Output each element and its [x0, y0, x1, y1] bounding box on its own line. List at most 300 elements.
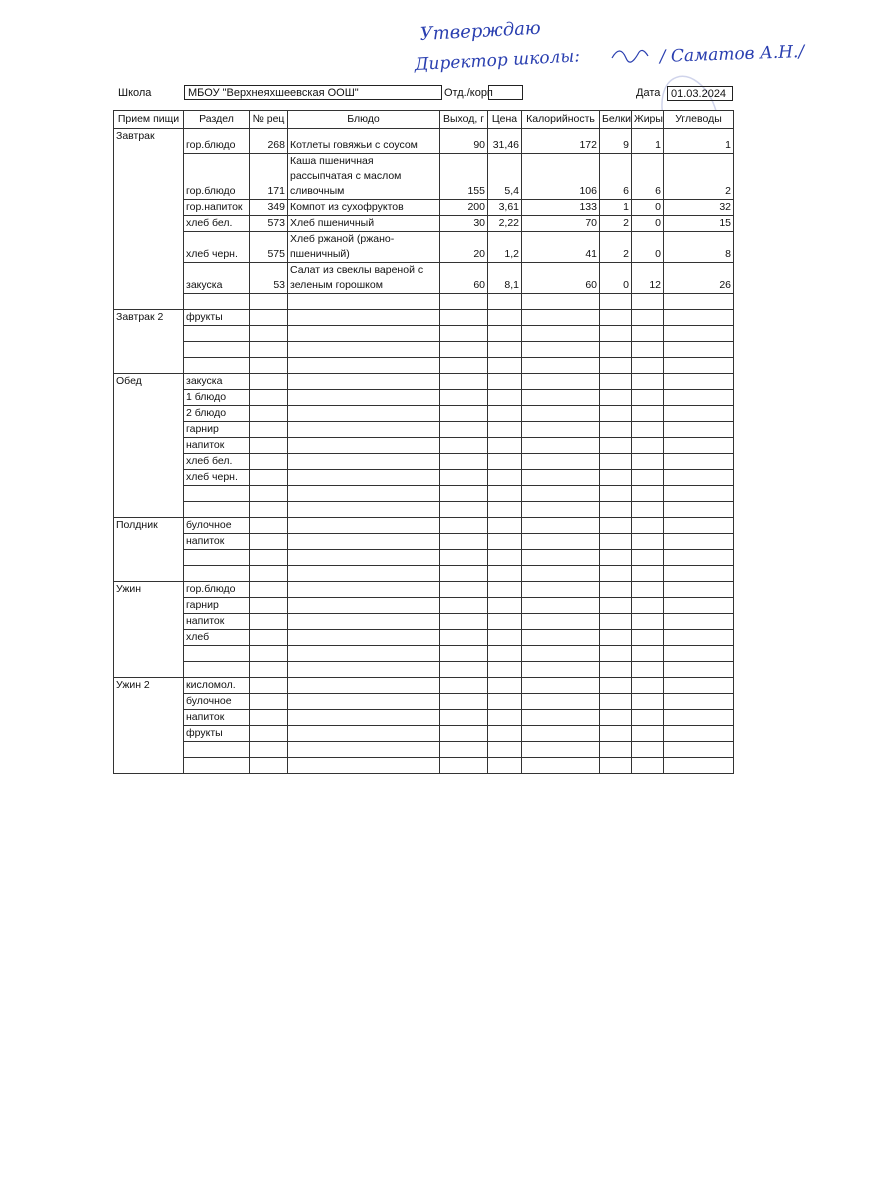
table-cell	[600, 598, 632, 614]
table-cell	[522, 486, 600, 502]
table-cell	[488, 470, 522, 486]
table-cell	[488, 598, 522, 614]
table-cell	[488, 454, 522, 470]
table-cell	[440, 326, 488, 342]
table-cell	[522, 726, 600, 742]
table-cell	[288, 710, 440, 726]
table-row	[114, 232, 734, 263]
table-cell	[250, 678, 288, 694]
table-cell	[632, 550, 664, 566]
table-cell	[488, 422, 522, 438]
table-cell	[632, 358, 664, 374]
table-cell	[184, 486, 250, 502]
table-cell	[600, 470, 632, 486]
table-cell	[600, 454, 632, 470]
table-cell: 20	[440, 232, 488, 263]
table-cell	[250, 310, 288, 326]
table-cell	[632, 310, 664, 326]
table-cell	[288, 614, 440, 630]
meal-name: Завтрак	[114, 129, 184, 310]
table-cell	[440, 726, 488, 742]
table-cell	[632, 294, 664, 310]
table-cell: напиток	[184, 534, 250, 550]
approval-line3: / Саматов А.Н./	[659, 41, 805, 67]
table-cell	[522, 438, 600, 454]
table-cell	[250, 518, 288, 534]
table-row	[114, 742, 734, 758]
table-cell	[250, 614, 288, 630]
table-cell: булочное	[184, 518, 250, 534]
table-cell	[600, 646, 632, 662]
table-cell	[440, 518, 488, 534]
table-row	[114, 342, 734, 358]
table-row	[114, 294, 734, 310]
table-cell	[664, 566, 734, 582]
table-cell: закуска	[184, 263, 250, 294]
table-cell	[488, 294, 522, 310]
table-row	[114, 582, 734, 598]
table-cell	[488, 358, 522, 374]
table-cell: гарнир	[184, 598, 250, 614]
table-cell	[250, 502, 288, 518]
table-cell	[440, 502, 488, 518]
meal-name: Ужин 2	[114, 678, 184, 774]
table-cell	[288, 646, 440, 662]
table-row	[114, 154, 734, 200]
table-cell: кисломол.	[184, 678, 250, 694]
table-cell: 1	[632, 129, 664, 154]
table-cell	[632, 566, 664, 582]
table-cell	[600, 390, 632, 406]
table-cell	[600, 438, 632, 454]
table-cell	[632, 630, 664, 646]
table-cell	[288, 310, 440, 326]
table-row	[114, 358, 734, 374]
signature-scribble	[612, 50, 648, 62]
table-cell	[440, 630, 488, 646]
table-cell	[184, 550, 250, 566]
table-row	[114, 726, 734, 742]
table-cell	[600, 422, 632, 438]
table-cell: 0	[632, 232, 664, 263]
table-cell	[488, 678, 522, 694]
table-cell	[440, 294, 488, 310]
table-cell: Хлеб пшеничный	[288, 216, 440, 232]
table-row	[114, 454, 734, 470]
table-cell	[664, 374, 734, 390]
column-header: Калорийность	[522, 111, 600, 129]
table-cell	[488, 582, 522, 598]
table-cell	[250, 534, 288, 550]
table-cell	[522, 678, 600, 694]
table-cell	[250, 662, 288, 678]
table-cell	[522, 310, 600, 326]
table-cell	[288, 582, 440, 598]
table-cell	[488, 710, 522, 726]
table-cell: 9	[600, 129, 632, 154]
table-cell: 26	[664, 263, 734, 294]
table-cell	[522, 742, 600, 758]
table-cell	[440, 310, 488, 326]
table-cell	[440, 470, 488, 486]
table-cell	[288, 470, 440, 486]
table-cell	[184, 358, 250, 374]
table-cell	[288, 342, 440, 358]
table-cell	[184, 646, 250, 662]
table-cell	[440, 662, 488, 678]
table-row	[114, 646, 734, 662]
table-cell: 106	[522, 154, 600, 200]
table-cell	[664, 678, 734, 694]
table-cell: Компот из сухофруктов	[288, 200, 440, 216]
table-cell: 6	[600, 154, 632, 200]
table-cell	[632, 758, 664, 774]
table-cell	[600, 742, 632, 758]
table-cell	[250, 342, 288, 358]
table-cell	[522, 454, 600, 470]
table-cell: фрукты	[184, 310, 250, 326]
table-cell: гор.напиток	[184, 200, 250, 216]
table-cell	[632, 438, 664, 454]
table-cell: 2	[600, 216, 632, 232]
table-cell	[600, 486, 632, 502]
table-cell	[488, 742, 522, 758]
table-cell	[288, 326, 440, 342]
table-cell	[184, 662, 250, 678]
table-cell	[288, 454, 440, 470]
table-cell	[440, 614, 488, 630]
table-cell	[632, 582, 664, 598]
table-cell	[522, 710, 600, 726]
table-cell: фрукты	[184, 726, 250, 742]
table-row	[114, 502, 734, 518]
table-cell	[288, 422, 440, 438]
column-header: Цена	[488, 111, 522, 129]
table-cell: 2	[600, 232, 632, 263]
table-row	[114, 486, 734, 502]
table-row	[114, 216, 734, 232]
table-cell	[250, 470, 288, 486]
table-cell	[250, 358, 288, 374]
table-cell	[250, 742, 288, 758]
table-cell	[522, 758, 600, 774]
table-cell	[250, 630, 288, 646]
table-cell	[184, 742, 250, 758]
table-row	[114, 534, 734, 550]
table-cell	[632, 662, 664, 678]
table-cell	[184, 342, 250, 358]
table-cell	[440, 678, 488, 694]
table-row	[114, 614, 734, 630]
column-header: Белки	[600, 111, 632, 129]
table-cell	[600, 678, 632, 694]
table-row	[114, 310, 734, 326]
table-cell: гор.блюдо	[184, 154, 250, 200]
table-cell	[488, 726, 522, 742]
column-header: Раздел	[184, 111, 250, 129]
table-cell	[522, 326, 600, 342]
table-cell	[250, 550, 288, 566]
table-cell	[250, 646, 288, 662]
table-cell: гор.блюдо	[184, 129, 250, 154]
table-cell	[440, 582, 488, 598]
table-cell: 1,2	[488, 232, 522, 263]
table-cell	[440, 390, 488, 406]
table-cell	[600, 374, 632, 390]
table-cell	[600, 294, 632, 310]
table-cell: 1 блюдо	[184, 390, 250, 406]
table-row	[114, 263, 734, 294]
table-cell	[664, 742, 734, 758]
table-cell	[632, 710, 664, 726]
table-row	[114, 518, 734, 534]
table-cell	[632, 646, 664, 662]
table-cell	[288, 742, 440, 758]
table-cell	[488, 374, 522, 390]
table-cell: 12	[632, 263, 664, 294]
table-cell	[440, 758, 488, 774]
table-cell	[664, 470, 734, 486]
table-cell	[488, 662, 522, 678]
table-cell	[522, 614, 600, 630]
table-header-row	[114, 111, 734, 129]
table-cell: булочное	[184, 694, 250, 710]
school-label: Школа	[118, 87, 152, 99]
table-cell: 200	[440, 200, 488, 216]
table-cell	[664, 582, 734, 598]
table-row	[114, 326, 734, 342]
table-cell	[664, 646, 734, 662]
table-cell	[488, 406, 522, 422]
table-cell	[250, 406, 288, 422]
table-cell	[664, 326, 734, 342]
table-cell	[288, 502, 440, 518]
table-cell	[522, 598, 600, 614]
table-cell: 2 блюдо	[184, 406, 250, 422]
table-row	[114, 129, 734, 154]
table-cell	[288, 598, 440, 614]
table-cell	[600, 758, 632, 774]
table-cell	[664, 630, 734, 646]
table-cell: 2	[664, 154, 734, 200]
table-cell: 60	[522, 263, 600, 294]
table-cell	[488, 550, 522, 566]
table-cell	[288, 374, 440, 390]
table-row	[114, 200, 734, 216]
table-cell	[664, 550, 734, 566]
table-cell	[632, 742, 664, 758]
table-cell	[250, 486, 288, 502]
table-row	[114, 758, 734, 774]
table-cell	[288, 390, 440, 406]
table-cell: 5,4	[488, 154, 522, 200]
table-cell	[522, 646, 600, 662]
table-cell	[632, 342, 664, 358]
date-field: 01.03.2024	[667, 86, 733, 101]
table-cell	[288, 518, 440, 534]
table-cell	[250, 694, 288, 710]
table-cell	[250, 598, 288, 614]
table-cell	[600, 342, 632, 358]
table-cell: 155	[440, 154, 488, 200]
table-cell: 1	[600, 200, 632, 216]
table-cell	[664, 310, 734, 326]
table-cell	[522, 694, 600, 710]
table-cell	[488, 390, 522, 406]
table-cell	[522, 390, 600, 406]
table-cell	[632, 422, 664, 438]
table-cell	[250, 326, 288, 342]
table-cell	[600, 358, 632, 374]
table-cell	[600, 710, 632, 726]
table-cell: 0	[632, 200, 664, 216]
table-cell	[488, 502, 522, 518]
table-cell: гарнир	[184, 422, 250, 438]
column-header: Блюдо	[288, 111, 440, 129]
table-row	[114, 550, 734, 566]
table-cell	[664, 406, 734, 422]
table-cell	[440, 406, 488, 422]
table-cell: хлеб бел.	[184, 454, 250, 470]
table-cell: гор.блюдо	[184, 582, 250, 598]
table-cell	[664, 342, 734, 358]
column-header: № рец	[250, 111, 288, 129]
table-cell	[664, 518, 734, 534]
table-row	[114, 694, 734, 710]
table-cell	[632, 518, 664, 534]
table-cell	[288, 534, 440, 550]
table-cell	[288, 358, 440, 374]
table-row	[114, 662, 734, 678]
table-cell: Салат из свеклы вареной с зеленым горошком	[288, 263, 440, 294]
table-cell	[488, 646, 522, 662]
table-cell: 53	[250, 263, 288, 294]
table-cell	[600, 518, 632, 534]
table-cell	[632, 326, 664, 342]
table-cell	[522, 406, 600, 422]
table-cell	[440, 566, 488, 582]
table-cell	[632, 614, 664, 630]
table-cell	[632, 726, 664, 742]
table-cell	[632, 694, 664, 710]
table-cell	[488, 438, 522, 454]
table-cell	[600, 630, 632, 646]
column-header: Жиры	[632, 111, 664, 129]
table-cell	[440, 342, 488, 358]
table-cell: 70	[522, 216, 600, 232]
table-cell: закуска	[184, 374, 250, 390]
table-cell	[522, 502, 600, 518]
table-cell: 8	[664, 232, 734, 263]
table-cell: 8,1	[488, 263, 522, 294]
table-cell	[250, 438, 288, 454]
table-cell	[440, 646, 488, 662]
table-cell: 15	[664, 216, 734, 232]
table-cell	[600, 406, 632, 422]
date-label: Дата	[636, 87, 661, 99]
table-cell	[440, 598, 488, 614]
table-cell	[664, 726, 734, 742]
table-cell: хлеб черн.	[184, 470, 250, 486]
table-cell	[440, 454, 488, 470]
table-cell	[522, 534, 600, 550]
table-cell	[488, 518, 522, 534]
meal-name: Завтрак 2	[114, 310, 184, 374]
table-row	[114, 678, 734, 694]
table-cell	[600, 502, 632, 518]
table-cell	[522, 422, 600, 438]
table-cell: хлеб	[184, 630, 250, 646]
table-cell	[632, 390, 664, 406]
table-cell	[250, 582, 288, 598]
table-cell: 573	[250, 216, 288, 232]
table-cell	[288, 662, 440, 678]
table-cell: 60	[440, 263, 488, 294]
table-cell	[664, 614, 734, 630]
meal-name: Полдник	[114, 518, 184, 582]
table-cell: 172	[522, 129, 600, 154]
table-cell: 133	[522, 200, 600, 216]
table-cell	[440, 358, 488, 374]
table-cell	[600, 614, 632, 630]
table-cell	[522, 662, 600, 678]
table-cell	[664, 454, 734, 470]
table-cell	[664, 390, 734, 406]
table-cell	[522, 470, 600, 486]
table-cell: Каша пшеничная рассыпчатая с маслом сливочным	[288, 154, 440, 200]
table-cell	[250, 294, 288, 310]
table-cell	[522, 294, 600, 310]
table-row	[114, 710, 734, 726]
table-cell	[184, 566, 250, 582]
table-cell	[440, 550, 488, 566]
table-cell	[664, 486, 734, 502]
column-header: Прием пищи	[114, 111, 184, 129]
table-cell: 32	[664, 200, 734, 216]
table-cell: 171	[250, 154, 288, 200]
table-cell	[250, 422, 288, 438]
table-cell	[288, 678, 440, 694]
dept-label: Отд./корп	[444, 87, 493, 99]
column-header: Углеводы	[664, 111, 734, 129]
table-cell	[440, 742, 488, 758]
table-cell	[488, 486, 522, 502]
table-row	[114, 566, 734, 582]
table-cell	[522, 566, 600, 582]
table-cell: 30	[440, 216, 488, 232]
table-cell: напиток	[184, 710, 250, 726]
table-cell: 268	[250, 129, 288, 154]
table-cell	[250, 710, 288, 726]
table-cell	[522, 630, 600, 646]
table-cell	[250, 758, 288, 774]
table-cell	[440, 486, 488, 502]
table-cell	[488, 534, 522, 550]
table-cell	[664, 694, 734, 710]
table-cell	[440, 710, 488, 726]
table-cell	[488, 310, 522, 326]
table-cell: 6	[632, 154, 664, 200]
table-cell	[600, 582, 632, 598]
table-cell	[184, 758, 250, 774]
table-cell	[664, 598, 734, 614]
table-row	[114, 630, 734, 646]
table-cell	[600, 662, 632, 678]
table-cell	[440, 422, 488, 438]
table-cell	[632, 486, 664, 502]
table-cell: 349	[250, 200, 288, 216]
table-cell	[288, 758, 440, 774]
